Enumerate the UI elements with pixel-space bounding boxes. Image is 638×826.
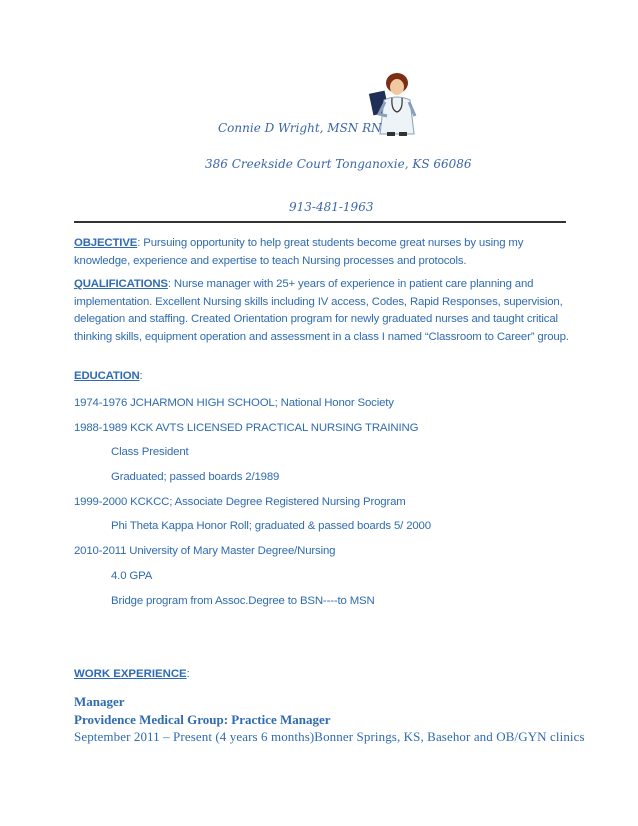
work-experience-heading (74, 668, 190, 680)
objective-label: OBJECTIVE (74, 237, 138, 249)
education-line: Bridge program from Assoc.Degree to BSN----to MSN (111, 595, 375, 607)
education-line: Phi Theta Kappa Honor Roll; graduated & passed boards 5/ 2000 (111, 520, 431, 532)
education-line: 2010-2011 University of Mary Master Degree/Nursing (74, 545, 336, 557)
qualifications-section (74, 276, 574, 346)
qualifications-text: : Nurse manager with 25+ years of experience in patient care planning and implementation. Excellent Nursing skills including IV access, Codes, Rapid Responses, supervision, delegation and staffing. Created Orientation program for newly graduated nurses and taught critical thinking skills, equipment operation and assessment in a class I named “Classroom to Career” group. (74, 278, 569, 343)
education-heading (74, 368, 574, 384)
objective-text: : Pursuing opportunity to help great students become great nurses by using my knowledge, experience and expertise to teach Nursing processes and protocols. (74, 237, 524, 267)
education-line: 1999-2000 KCKCC; Associate Degree Registered Nursing Program (74, 496, 406, 508)
education-line: Graduated; passed boards 2/1989 (111, 471, 280, 483)
education-colon: : (139, 370, 143, 382)
job-dates: September 2011 – Present (4 years 6 months)Bonner Springs, KS, Basehor and OB/GYN clinics (74, 729, 585, 744)
job-employer: Providence Medical Group: Practice Manager (74, 712, 331, 727)
work-experience-colon: : (186, 668, 190, 680)
education-line: 1974-1976 JCHARMON HIGH SCHOOL; National Honor Society (74, 397, 394, 409)
education-line: 1988-1989 KCK AVTS LICENSED PRACTICAL NURSING TRAINING (74, 422, 419, 434)
candidate-name: Connie D Wright, MSN RN (218, 121, 382, 135)
job-title: Manager (74, 694, 125, 709)
objective-section (74, 235, 574, 270)
qualifications-label: QUALIFICATIONS (74, 278, 168, 290)
education-line: 4.0 GPA (111, 570, 153, 582)
candidate-phone: 913-481-1963 (289, 200, 374, 214)
candidate-address: 386 Creekside Court Tonganoxie, KS 66086 (205, 157, 472, 171)
header-divider (74, 221, 566, 223)
work-experience-label: WORK EXPERIENCE (74, 668, 187, 680)
education-label: EDUCATION (74, 370, 140, 382)
education-line: Class President (111, 446, 189, 458)
